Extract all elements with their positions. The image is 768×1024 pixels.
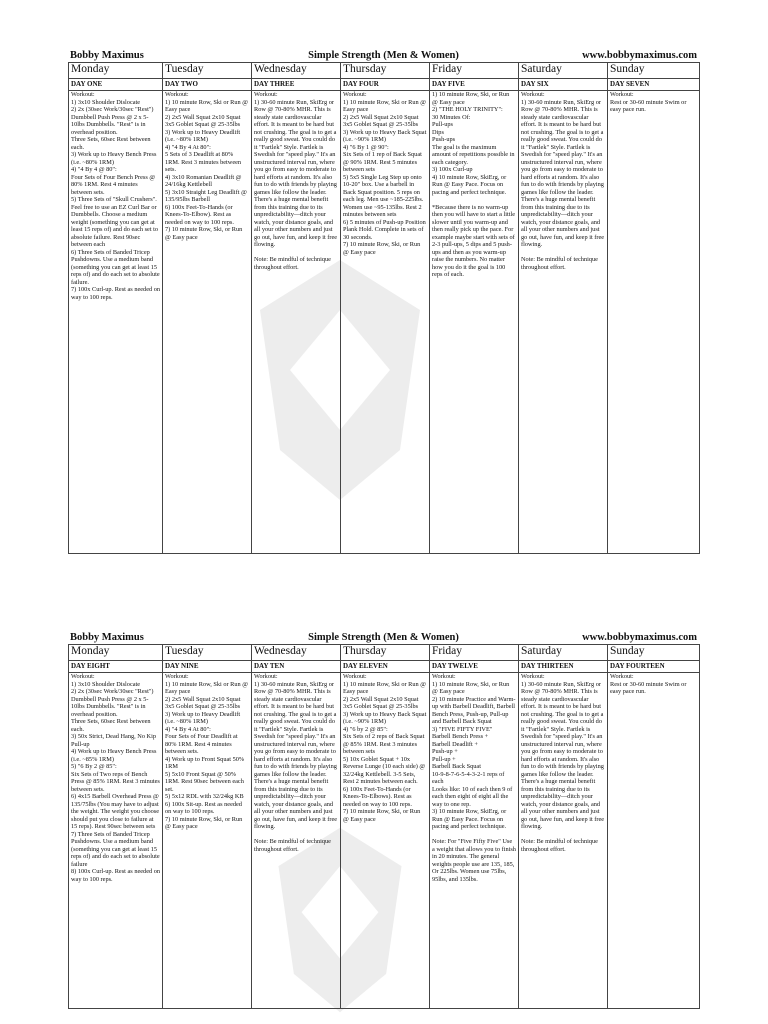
day-label: DAY NINE (163, 661, 252, 673)
day-label: DAY TWO (163, 79, 252, 91)
day-label: DAY SEVEN (608, 79, 700, 91)
workout-text: Workout: 1) 30-60 minute Run, SkiErg or Row @ 70-80% MHR. This is steady state cardiovascular effort. It is meant to be hard but not crushing. The goal is to get a really good sweat. You could do it "Fartlek" Style. Fartlek is Swedish for "speed play." It's an unstructured interval run, where you go from easy to moderate to hard efforts at random. It's also fun to do with friends by playing games like follow the leader. There's a huge mental benefit from this training due to its unpredictability—ditch your watch, your distance goals, and all your other numbers and just go out, have fun, and keep it free flowing. Note: Be mindful of technique throughout effort. (254, 91, 338, 271)
weekday-saturday: Saturday (519, 645, 608, 661)
weekday-friday: Friday (430, 645, 519, 661)
workout-text: Workout: 1) 30-60 minute Run, SkiErg or Row @ 70-80% MHR. This is steady state cardiovascular effort. It is meant to be hard but not crushing. The goal is to get a really good sweat. You could do it "Fartlek" Style. Fartlek is Swedish for "speed play." It's an unstructured interval run, where you go from easy to moderate to hard efforts at random. It's also fun to do with friends by playing games like follow the leader. There's a huge mental benefit from this training due to its unpredictability—ditch your watch, your distance goals, and all your other numbers and just go out, have fun, and keep it free flowing. Note: Be mindful of technique throughout effort. (521, 673, 605, 853)
day-label: DAY THIRTEEN (519, 661, 608, 673)
website-link[interactable]: www.bobbymaximus.com (582, 50, 697, 61)
weekday-friday: Friday (430, 63, 519, 79)
day-label-row (69, 661, 700, 673)
weekday-tuesday: Tuesday (163, 645, 252, 661)
workout-text: Workout: 1) 10 minute Row, Ski, or Run @ Easy pace 2) 10 minute Practice and Warm-up with Barbell Deadlift, Barbell Bench Press, Push-up, Pull-up and Barbell Back Squat 3) "FIVE FIFTY FIVE" Barbell Bench Press + Barbell Deadlift + Push-up + Pull-up + Barbell Back Squat 10-9-8-7-6-5-4-3-2-1 reps of each Looks like: 10 of each then 9 of each then eight of eight all the way to one rep. 3) 10 minute Row, SkiErg, or Run @ Easy Pace. Focus on pacing and perfect technique. Note: For "Five Fifty Five" Use a weight that allows you to finish in 20 minutes. The general weights people use are 135, 185, Or 225lbs. Women use 75lbs, 95lbs, and 135lbs. (432, 673, 516, 883)
workout-text: Workout: 1) 10 minute Row, Ski or Run @ Easy pace 2) 2x5 Wall Squat 2x10 Squat 3x5 Goblet Squat @ 25-35lbs 3) Work up to Heavy Deadlift (i.e. ~80% 1RM) 4) "4 By 4 At 80": Four Sets of Four Deadlift at 80% 1RM. Rest 4 minutes between sets. 4) Work up to Front Squat 50% 1RM 5) 5x10 Front Squat @ 50% 1RM. Rest 90sec between each set. 5) 5x12 RDL with 32/24kg KB 6) 100x Sit-up. Rest as needed on way to 100 reps. 7) 10 minute Row, Ski, or Run @ Easy pace (165, 673, 249, 830)
weekday-sunday: Sunday (608, 63, 700, 79)
weekday-header-row (69, 645, 700, 661)
workout-text: Workout: 1) 10 minute Row, Ski or Run @ Easy pace 2) 2x5 Wall Squat 2x10 Squat 3x5 Goblet Squat @ 25-35lbs 3) Work up to Heavy Back Squat (i.e. ~90% 1RM) 4) "6 By 1 @ 90": Six Sets of 1 rep of Back Squat @ 90% 1RM. Rest 5 minutes between sets 5) 5x5 Single Leg Step up onto 10-20" box. Use a barbell in Back Squat position. 5 reps on each leg. Men use ~185-225lbs. Women use ~95-135lbs. Rest 2 minutes between sets 6) 5 minutes of Push-up Position Plank Hold. Complete in sets of 30 seconds. 7) 10 minute Row, Ski, or Run @ Easy pace (343, 91, 427, 256)
workout-text: Workout: 1) 30-60 minute Run, SkiErg or Row @ 70-80% MHR. This is steady state cardiovascular effort. It is meant to be hard but not crushing. The goal is to get a really good sweat. You could do it "Fartlek" Style. Fartlek is Swedish for "speed play." It's an unstructured interval run, where you go from easy to moderate to hard efforts at random. It's also fun to do with friends by playing games like follow the leader. There's a huge mental benefit from this training due to its unpredictability—ditch your watch, your distance goals, and all your other numbers and just go out, have fun, and keep it free flowing. Note: Be mindful of technique throughout effort. (254, 673, 338, 853)
workout-text: Workout: Rest or 30-60 minute Swim or easy pace run. (610, 673, 687, 695)
workout-text: Workout: 1) 3x10 Shoulder Dislocate 2) 2x (30sec Work/30sec "Rest") Dumbbell Push Press @ 2 x 5-10lbs Dumbbells. "Rest" is in overhead position. Three Sets, 60sec Rest between each. 3) 50x Strict, Dead Hang, No Kip Pull-up 4) Work up to Heavy Bench Press (i.e. ~85% 1RM) 5) "6 By 2 @ 85": Six Sets of Two reps of Bench Press @ 85% 1RM. Rest 3 minutes between sets. 6) 4x15 Barbell Overhead Press @ 135/75lbs (You may have to adjust the weight. The weight you choose should put you close to failure at 15 reps). Rest 90sec between sets 7) Three Sets of Banded Tricep Pushdowns. Use a medium band (something you can get at least 15 reps of) and do each set to absolute failure 8) 100x Curl-up. Rest as needed on way to 100 reps. (71, 673, 161, 883)
workout-cell (163, 673, 252, 1009)
day-label: DAY FIVE (430, 79, 519, 91)
day-label: DAY TEN (252, 661, 341, 673)
day-label: DAY ONE (69, 79, 163, 91)
day-label: DAY TWELVE (430, 661, 519, 673)
program-title: Simple Strength (Men & Women) (308, 632, 459, 643)
day-label: DAY EIGHT (69, 661, 163, 673)
calendar-page-week-2 (68, 630, 699, 1009)
weekday-monday: Monday (69, 645, 163, 661)
week-1-table (68, 62, 700, 554)
workout-cell (430, 91, 519, 554)
workout-cell (608, 673, 700, 1009)
day-label-row (69, 79, 700, 91)
workout-cell (252, 91, 341, 554)
workout-text: Workout: 1) 3x10 Shoulder Dislocate 2) 2x (30sec Work/30sec "Rest") Dumbbell Push Press @ 2 x 5-10lbs Dumbbells. "Rest" is in overhead position. Three Sets, 60sec Rest between each. 3) Work up to Heavy Bench Press (i.e. ~80% 1RM) 4) "4 By 4 @ 80": Four Sets of Four Bench Press @ 80% 1RM. Rest 4 minutes between sets. 5) Three Sets of "Skull Crushers". Feel free to use an EZ Curl Bar or Dumbbells. Choose a medium weight (something you can get at least 15 reps of) and do each set to absolute failure. Rest 90sec between each 6) Three Sets of Banded Tricep Pushdowns. Use a medium band (something you can get at least 15 reps of) and do each set to absolute failure. 7) 100x Curl-up. Rest as needed on way to 100 reps. (71, 91, 161, 301)
page-header (68, 48, 699, 62)
workout-cell (341, 673, 430, 1009)
day-label: DAY THREE (252, 79, 341, 91)
workout-cell (341, 91, 430, 554)
workout-cell (608, 91, 700, 554)
day-label: DAY SIX (519, 79, 608, 91)
day-label: DAY FOURTEEN (608, 661, 700, 673)
workout-row (69, 673, 700, 1009)
workout-row (69, 91, 700, 554)
workout-cell (163, 91, 252, 554)
workout-text: 1) 10 minute Row, Ski, or Run @ Easy pace 2) "THE HOLY TRINITY": 30 Minutes Of: Pull-ups Dips Push-ups The goal is the maximum amount of repetitions possible in each category. 3) 100x Curl-up 4) 10 minute Row, SkiErg, or Run @ Easy Pace. Focus on pacing and perfect technique. *Because there is no warm-up then you will have to start a little slower until you warm-up and then really pick up the pace. For example maybe start with sets of 2-3 pull-ups, 5 dips and 5 push-ups and then as you warm-up raise the numbers. No matter how you do it the goal is 100 reps of each. (432, 91, 516, 278)
workout-cell (519, 673, 608, 1009)
weekday-wednesday: Wednesday (252, 645, 341, 661)
weekday-header-row (69, 63, 700, 79)
weekday-saturday: Saturday (519, 63, 608, 79)
workout-cell (69, 673, 163, 1009)
weekday-tuesday: Tuesday (163, 63, 252, 79)
weekday-thursday: Thursday (341, 645, 430, 661)
week-2-table (68, 644, 700, 1009)
website-link[interactable]: www.bobbymaximus.com (582, 632, 697, 643)
workout-text: Workout: 1) 10 minute Row, Ski or Run @ Easy pace 2) 2x5 Wall Squat 2x10 Squat 3x5 Goblet Squat @ 25-35lbs 3) Work up to Heavy Back Squat (i.e. ~90% 1RM) 4) "6 by 2 @ 85": Six Sets of 2 reps of Back Squat @ 85% 1RM. Rest 3 minutes between sets 5) 10x Goblet Squat + 10x Reverse Lunge (10 each side) @ 32/24kg Kettlebell. 3-5 Sets, Rest 2 minutes between each. 6) 100x Feet-To-Hands (or Knees-To-Elbows). Rest as needed on way to 100 reps. 7) 10 minute Row, Ski, or Run @ Easy pace (343, 673, 427, 823)
calendar-page-week-1 (68, 48, 699, 554)
workout-cell (519, 91, 608, 554)
weekday-sunday: Sunday (608, 645, 700, 661)
day-label: DAY FOUR (341, 79, 430, 91)
workout-text: Workout: Rest or 30-60 minute Swim or easy pace run. (610, 91, 687, 113)
workout-cell (430, 673, 519, 1009)
day-label: DAY ELEVEN (341, 661, 430, 673)
author-name: Bobby Maximus (70, 50, 144, 61)
workout-text: Workout: 1) 10 minute Row, Ski or Run @ Easy pace 2) 2x5 Wall Squat 2x10 Squat 3x5 Goblet Squat @ 25-35lbs 3) Work up to Heavy Deadlift (i.e. ~80% 1RM) 4) "4 By 4 At 80": 5 Sets of 3 Deadlift at 80% 1RM. Rest 3 minutes between sets. 4) 3x10 Romanian Deadlift @ 24/16kg Kettlebell 5) 3x10 Straight Leg Deadlift @ 135/95lbs Barbell 6) 100x Feet-To-Hands (or Knees-To-Elbow). Rest as needed on way to 100 reps. 7) 10 minute Row, Ski, or Run @ Easy pace (165, 91, 249, 241)
weekday-wednesday: Wednesday (252, 63, 341, 79)
workout-cell (69, 91, 163, 554)
page-header (68, 630, 699, 644)
weekday-monday: Monday (69, 63, 163, 79)
program-title: Simple Strength (Men & Women) (308, 50, 459, 61)
workout-cell (252, 673, 341, 1009)
workout-text: Workout: 1) 30-60 minute Run, SkiErg or Row @ 70-80% MHR. This is steady state cardiovascular effort. It is meant to be hard but not crushing. The goal is to get a really good sweat. You could do it "Fartlek" Style. Fartlek is Swedish for "speed play." It's an unstructured interval run, where you go from easy to moderate to hard efforts at random. It's also fun to do with friends by playing games like follow the leader. There's a huge mental benefit from this training due to its unpredictability—ditch your watch, your distance goals, and all your other numbers and just go out, have fun, and keep it free flowing. Note: Be mindful of technique throughout effort. (521, 91, 605, 271)
author-name: Bobby Maximus (70, 632, 144, 643)
weekday-thursday: Thursday (341, 63, 430, 79)
